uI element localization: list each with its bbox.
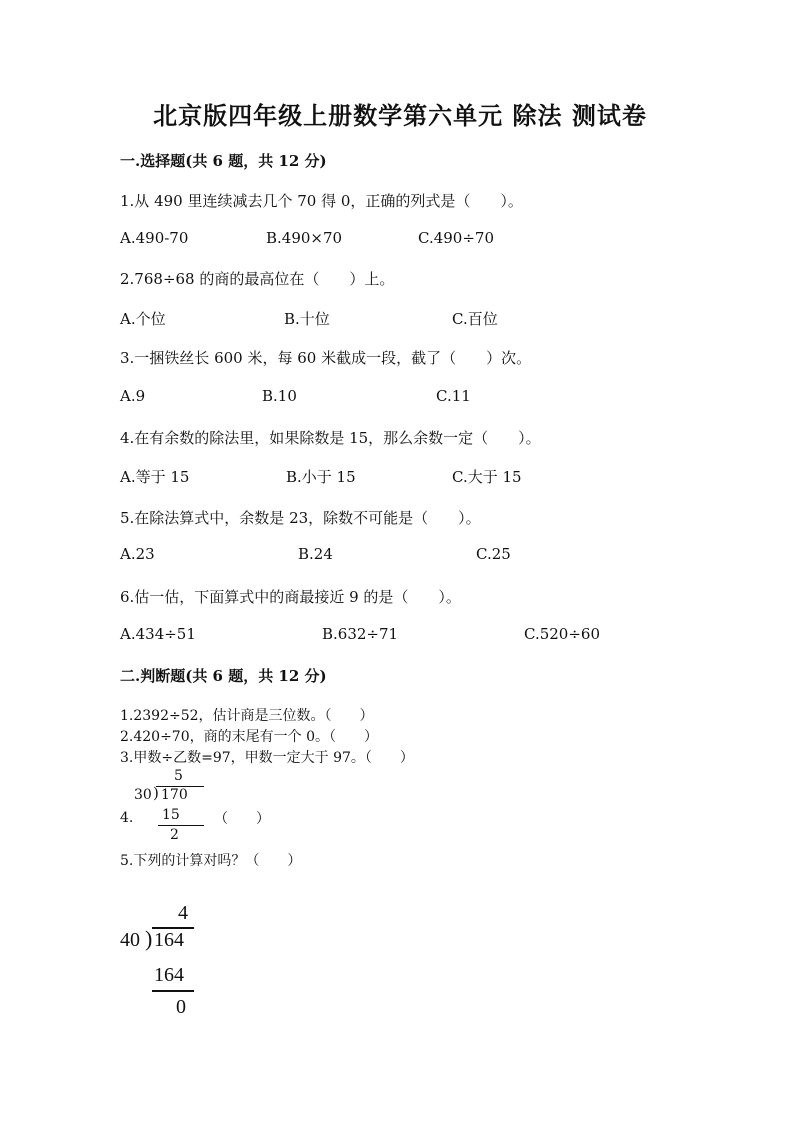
division-2-product: 164 [154, 964, 184, 986]
page-title: 北京版四年级上册数学第六单元 除法 测试卷 [153, 101, 647, 130]
division-figure-2 [118, 902, 238, 1022]
question-6-option-b[interactable]: B.632÷71 [322, 625, 399, 643]
judge-item-1: 1.2392÷52，估计商是三位数。（ ） [120, 708, 374, 724]
question-3-option-b[interactable]: B.10 [262, 387, 297, 405]
division-2-dividend: 164 [154, 929, 184, 951]
question-2-option-c[interactable]: C.百位 [452, 310, 498, 328]
division-1-divisor: 30 [134, 787, 152, 803]
question-6-option-c[interactable]: C.520÷60 [524, 625, 600, 643]
question-1-option-a[interactable]: A.490-70 [120, 229, 189, 247]
question-1: 1.从 490 里连续减去几个 70 得 0，正确的列式是（ ）。 [120, 192, 523, 210]
judge-item-4-number: 4. [120, 810, 134, 826]
question-5-option-c[interactable]: C.25 [476, 545, 511, 563]
judge-item-3: 3.甲数÷乙数=97，甲数一定大于 97。（ ） [120, 750, 414, 766]
question-5: 5.在除法算式中，余数是 23，除数不可能是（ ）。 [120, 509, 481, 527]
question-5-option-a[interactable]: A.23 [120, 545, 155, 563]
division-1-remainder: 2 [170, 827, 179, 843]
question-4-option-b[interactable]: B.小于 15 [286, 468, 356, 486]
judge-item-4-paren: （ ） [214, 811, 270, 827]
division-2-divisor: 40 [120, 929, 140, 951]
division-1-product: 15 [162, 807, 180, 823]
question-3: 3.一捆铁丝长 600 米，每 60 米截成一段，截了（ ）次。 [120, 349, 532, 367]
question-2-option-b[interactable]: B.十位 [284, 310, 330, 328]
question-1-option-c[interactable]: C.490÷70 [418, 229, 494, 247]
division-2-remainder: 0 [176, 996, 186, 1018]
section-heading-judge: 二.判断题(共 6 题，共 12 分) [120, 667, 327, 685]
question-4-option-a[interactable]: A.等于 15 [120, 468, 190, 486]
question-4-option-c[interactable]: C.大于 15 [452, 468, 522, 486]
question-1-option-b[interactable]: B.490×70 [266, 229, 343, 247]
division-1-dividend: 170 [161, 787, 188, 803]
division-2-quotient: 4 [178, 902, 188, 924]
question-4: 4.在有余数的除法里，如果除数是 15，那么余数一定（ ）。 [120, 429, 541, 447]
question-5-option-b[interactable]: B.24 [298, 545, 333, 563]
question-6-option-a[interactable]: A.434÷51 [120, 625, 196, 643]
question-2: 2.768÷68 的商的最高位在（ ）上。 [120, 270, 395, 288]
division-2-bracket: ) [145, 926, 153, 951]
question-2-option-a[interactable]: A.个位 [120, 310, 166, 328]
question-3-option-c[interactable]: C.11 [436, 387, 471, 405]
question-3-option-a[interactable]: A.9 [120, 387, 146, 405]
section-heading-choice: 一.选择题(共 6 题，共 12 分) [120, 152, 327, 170]
judge-item-2: 2.420÷70，商的末尾有一个 0。（ ） [120, 729, 378, 745]
division-1-bracket: ) [153, 784, 159, 802]
division-1-quotient: 5 [174, 768, 183, 784]
question-6: 6.估一估，下面算式中的商最接近 9 的是（ ）。 [120, 588, 461, 606]
judge-item-5: 5.下列的计算对吗？（ ） [120, 853, 302, 869]
